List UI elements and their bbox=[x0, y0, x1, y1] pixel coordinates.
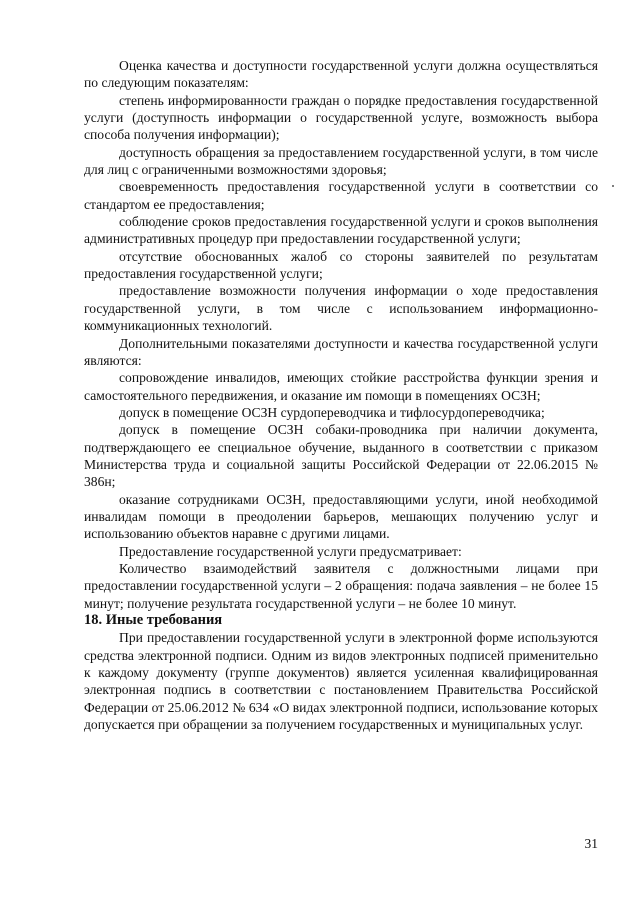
paragraph: допуск в помещение ОСЗН собаки-проводника при наличии документа, подтверждающего ее специальное обучение, выданного в соответствии с приказом Министерства труда и социальной защиты Российской Федерации от 22.06.2015 № 386н; bbox=[84, 422, 598, 490]
paragraph: доступность обращения за предоставлением государственной услуги, в том числе для лиц с ограниченными возможностями здоровья; bbox=[84, 144, 598, 178]
paragraph: Дополнительными показателями доступности и качества государственной услуги являются: bbox=[84, 335, 598, 368]
section-paragraph: При предоставлении государственной услуги в электронной форме используются средства электронной подписи. Одним из видов электронных подписей применительно к каждому документу (группе документов) является усиленная квалифицированная электронная подпись в соответствии с постановлением Правительства Российской Федерации от 25.06.2012 № 634 «О видах электронной подписи, использование которых допускается при обращении за получением государственных и муниципальных услуг. bbox=[84, 630, 598, 733]
scan-speck bbox=[612, 185, 614, 187]
paragraph: Предоставление государственной услуги предусматривает: bbox=[119, 543, 462, 559]
paragraph: допуск в помещение ОСЗН сурдопереводчика и тифлосурдопереводчика; bbox=[119, 404, 545, 420]
paragraph: оказание сотрудниками ОСЗН, предоставляющими услуги, иной необходимой инвалидам помощи в преодолении барьеров, мешающих получению услуг и использованию объектов наравне с другими лицами. bbox=[84, 491, 598, 542]
paragraph: степень информированности граждан о порядке предоставления государственной услуги (доступность информации о государственной услуге, возможность выбора способа получения информации); bbox=[84, 92, 598, 143]
section-heading: 18. Иные требования bbox=[84, 612, 223, 628]
paragraph: отсутствие обоснованных жалоб со стороны заявителей по результатам предоставления государственной услуги; bbox=[84, 248, 598, 282]
paragraph: соблюдение сроков предоставления государственной услуги и сроков выполнения административных процедур при предоставлении государственной услуги; bbox=[84, 214, 598, 247]
document-body bbox=[84, 57, 598, 733]
paragraph: Количество взаимодействий заявителя с должностными лицами при предоставлении государственной услуги – 2 обращения: подача заявления – не более 15 минут; получение результата государственной услуги – не более 10 минут. bbox=[84, 560, 598, 611]
paragraph: предоставление возможности получения информации о ходе предоставления государственной услуги, в том числе с использованием информационно-коммуникационных технологий. bbox=[84, 283, 598, 334]
paragraph: своевременность предоставления государственной услуги в соответствии со стандартом ее предоставления; bbox=[84, 179, 598, 212]
paragraph: Оценка качества и доступности государственной услуги должна осуществляться по следующим показателям: bbox=[84, 58, 598, 91]
page-number: 31 bbox=[584, 836, 598, 851]
paragraph: сопровождение инвалидов, имеющих стойкие расстройства функции зрения и самостоятельного передвижения, и оказание им помощи в помещениях ОСЗН; bbox=[84, 370, 598, 403]
